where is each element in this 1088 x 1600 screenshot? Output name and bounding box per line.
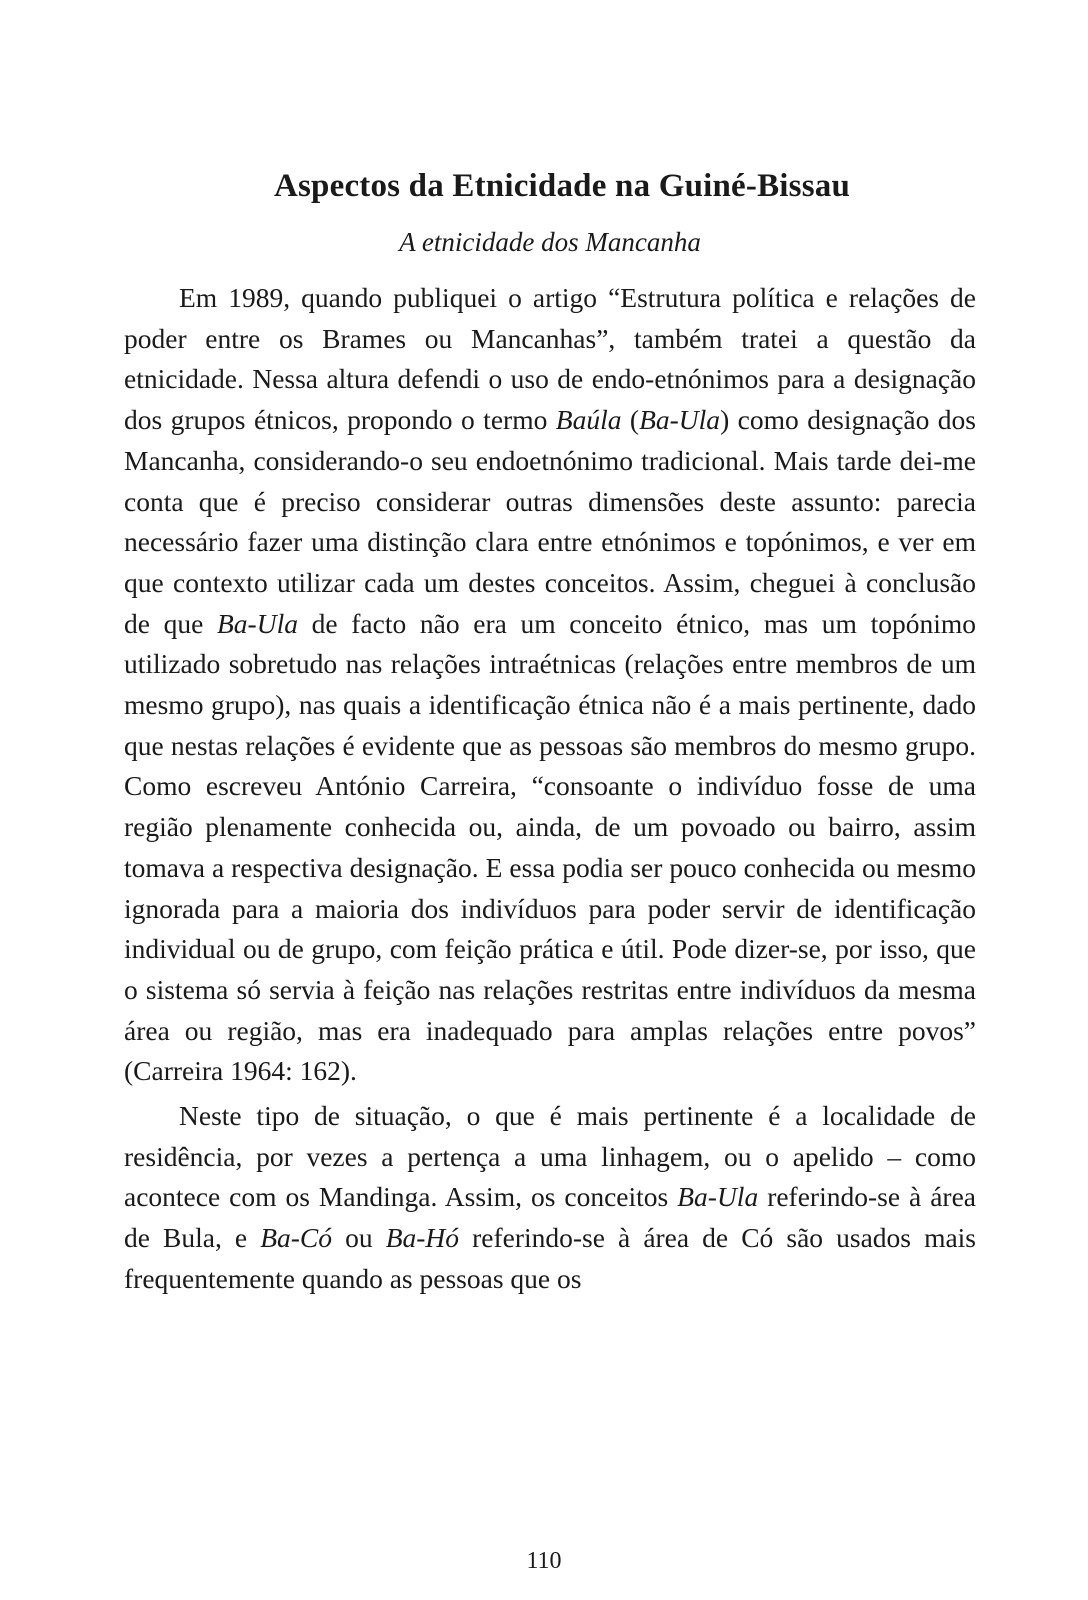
paragraph-1 [124,278,976,1092]
paragraph-2-text-1: Neste tipo de situação, o que é mais pertinente é a localidade de residência, por vezes a pertença a uma linhagem, ou o apelido – como acontece com os Mandinga. Assim, os conceitos [124,1100,976,1213]
paragraph-2-italic-1: Ba-Ula [677,1181,759,1213]
page-content [124,164,976,1304]
paragraph-1-text-4: de facto não era um conceito étnico, mas um topónimo utilizado sobretudo nas relações intraétnicas (relações entre membros de um mesmo grupo), nas quais a identificação étnica não é a mais pertinente, dado que nestas relações é evidente que as pessoas são membros do mesmo grupo. Como escreveu António Carreira, “consoante o indivíduo fosse de uma região plenamente conhecida ou, ainda, de um povoado ou bairro, assim tomava a respectiva designação. E essa podia ser pouco conhecida ou mesmo ignorada para a maioria dos indivíduos para poder servir de identificação individual ou de grupo, com feição prática e útil. Pode dizer-se, por isso, que o sistema só servia à feição nas relações restritas entre indivíduos da mesma área ou região, mas era inadequado para amplas relações entre povos” (Carreira 1964: 162). [124,607,977,1087]
paragraph-2 [124,1096,976,1300]
paragraph-1-italic-1: Baúla [555,404,622,436]
section-subtitle: A etnicidade dos Mancanha [399,227,701,257]
paragraph-1-text-1: Em 1989, quando publiquei o artigo “Estrutura política e relações de poder entre os Brames ou Mancanhas”, também tratei a questão da etnicidade. Nessa altura defendi o uso de endo-etnónimos para a designação dos grupos étnicos, propondo o termo [124,282,976,436]
paragraph-2-text-3: ou [332,1222,386,1254]
page-number: 110 [526,1548,562,1574]
chapter-title: Aspectos da Etnicidade na Guiné-Bissau [273,168,851,204]
paragraph-2-text-2: referindo-se à área de Bula, e [124,1181,976,1254]
paragraph-1-text-2: ( [621,404,640,436]
paragraph-1-italic-3: Ba-Ula [217,607,298,639]
paragraph-1-italic-2: Ba-Ula [639,404,721,436]
paragraph-1-text-3: ) como designação dos Mancanha, considerando-o seu endoetnónimo tradicional. Mais tarde dei-me conta que é preciso considerar outras dimensões deste assunto: parecia necessário fazer uma distinção clara entre etnónimos e topónimos, e ver em que contexto utilizar cada um destes conceitos. Assim, cheguei à conclusão de que [124,404,977,639]
paragraph-2-italic-3: Ba-Hó [385,1222,460,1254]
paragraph-2-italic-2: Ba-Có [260,1222,333,1254]
paragraph-2-text-4: referindo-se à área de Có são usados mais frequentemente quando as pessoas que os [124,1222,977,1294]
